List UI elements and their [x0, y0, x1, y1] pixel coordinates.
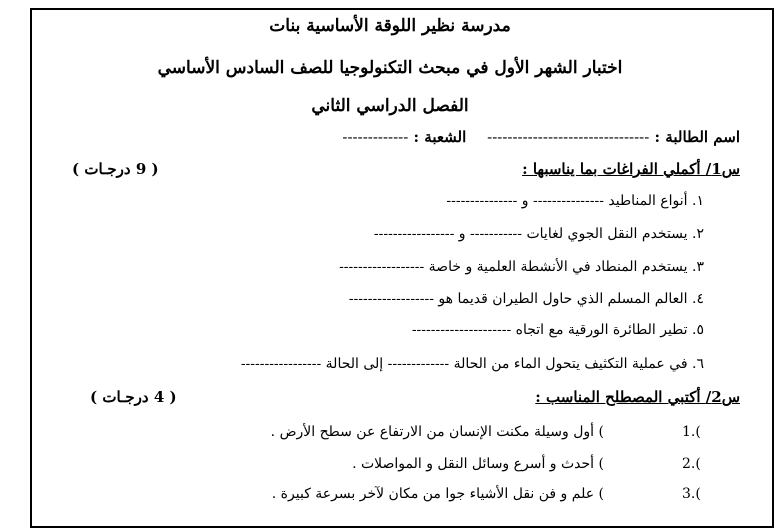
school-name: مدرسة نظير اللوقة الأساسية بنات	[269, 16, 511, 36]
term-item-3-number: 3.(	[682, 486, 701, 502]
semester: الفصل الدراسي الثاني	[311, 96, 469, 116]
term-item-3-close: )	[598, 486, 604, 502]
question-1-marks: ( 9 درجـات )	[72, 160, 159, 178]
term-item-1-number: 1.(	[682, 424, 701, 440]
question-1-instruction: أكملي الفراغات بما يناسبها :	[522, 160, 706, 178]
question-2-instruction: أكتبي المصطلح المناسب :	[535, 388, 706, 406]
term-item-3-text: علم و فن نقل الأشياء جوا من مكان لآخر بسرعة كبيرة .	[271, 486, 599, 502]
term-item-2-number: 2.(	[682, 456, 701, 472]
term-item-2	[352, 456, 712, 472]
section-label: الشعبة :	[413, 128, 467, 146]
question-2-marks: ( 4 درجـات )	[90, 388, 177, 406]
fill-item-2: ٢. يستخدم النقل الجوي لغايات ----------- و -----------------	[373, 226, 704, 242]
term-item-2-close: )	[598, 456, 604, 472]
fill-item-1: ١. أنواع المناطيد --------------- و ---------------	[446, 193, 704, 209]
name-label: اسم الطالبة :	[654, 128, 740, 146]
question-2-number: س2/	[705, 388, 740, 406]
term-item-1-close: )	[598, 424, 604, 440]
term-item-1	[271, 424, 712, 440]
question-1-heading	[522, 160, 740, 178]
fill-item-6: ٦. في عملية التكثيف يتحول الماء من الحالة ------------- إلى الحالة -----------------	[240, 356, 704, 372]
question-1-number: س1/	[705, 160, 740, 178]
question-2-heading	[535, 388, 740, 406]
section-blank[interactable]: -------------	[342, 128, 409, 146]
term-item-1-text: أول وسيلة مكنت الإنسان من الارتفاع عن سطح الأرض .	[270, 424, 599, 440]
fill-item-5: ٥. تطير الطائرة الورقية مع اتجاه ---------------------	[411, 322, 704, 338]
term-item-2-text: أحدث و أسرع وسائل النقل و المواصلات .	[352, 456, 599, 472]
student-info-line	[342, 128, 740, 146]
name-blank[interactable]: --------------------------------	[487, 128, 650, 146]
fill-item-3: ٣. يستخدم المنطاد في الأنشطة العلمية و خاصة ------------------	[339, 259, 704, 275]
fill-item-4: ٤. العالم المسلم الذي حاول الطيران قديما هو ------------------	[348, 291, 704, 307]
exam-title: اختبار الشهر الأول في مبحث التكنولوجيا للصف السادس الأساسي	[157, 58, 623, 78]
